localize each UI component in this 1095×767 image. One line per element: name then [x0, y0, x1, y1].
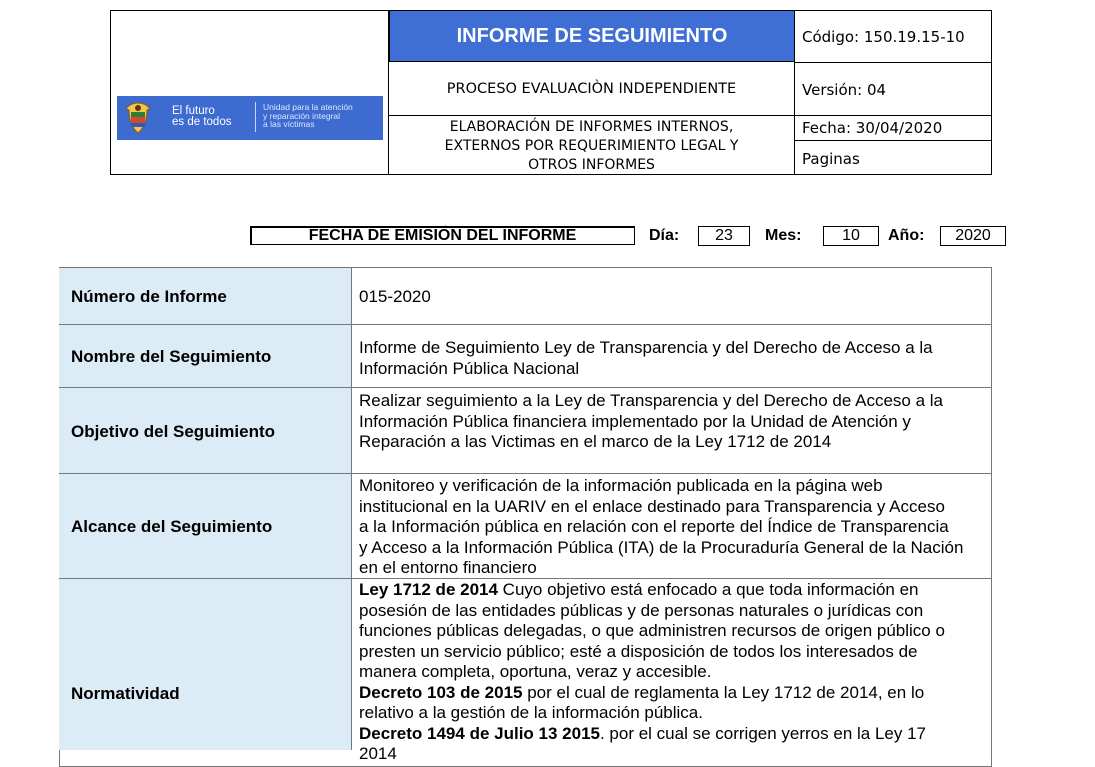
text-line: Monitoreo y verificación de la información publicada en la página web [359, 476, 883, 495]
logo-main-line1: El futuro [172, 105, 215, 117]
text-line: manera completa, oportuna, veraz y accesible. [359, 662, 712, 681]
text-line [359, 724, 986, 745]
elaboration-line3: OTROS INFORMES [528, 157, 655, 173]
document-title: INFORME DE SEGUIMIENTO [389, 10, 795, 62]
document-code: Código: 150.19.15-10 [802, 28, 965, 46]
logo-sub-line1: Unidad para la atención [263, 102, 353, 112]
logo-main-line2: es de todos [172, 116, 232, 128]
elaboration-text [389, 116, 795, 175]
decree-title: Decreto 1494 de Julio 13 2015 [359, 723, 600, 743]
text-line [359, 683, 986, 704]
process-name: PROCESO EVALUACIÒN INDEPENDIENTE [389, 62, 795, 116]
year-value: 2020 [940, 226, 1006, 246]
row-divider [59, 324, 992, 325]
text-line: en el entorno financiero [359, 558, 537, 577]
coat-of-arms-icon [120, 100, 156, 136]
logo-sub-line3: a las víctimas [263, 119, 315, 129]
text-line: Información Pública financiera implementado por la Unidad de Atención y [359, 411, 911, 431]
document-date: Fecha: 30/04/2020 [802, 119, 943, 137]
tracking-name-value [359, 338, 986, 379]
month-value: 10 [823, 226, 879, 246]
logo-cell [110, 10, 389, 175]
year-label: Año: [888, 227, 925, 244]
text-line: posesión de las entidades públicas y de personas naturales o jurídicas con [359, 600, 924, 620]
report-number-label: Número de Informe [71, 287, 227, 306]
report-number-value: 015-2020 [359, 287, 431, 306]
objective-label: Objetivo del Seguimiento [71, 422, 276, 441]
text-line: institucional en la UARIV en el enlace destinado para Transparencia y Acceso [359, 496, 945, 516]
text-line: a la Información pública en relación con el reporte del Índice de Transparencia [359, 517, 949, 536]
text-line: Realizar seguimiento a la Ley de Transparencia y del Derecho de Acceso a la [359, 391, 944, 410]
regulations-label: Normatividad [71, 684, 180, 703]
meta-divider-2 [795, 140, 992, 141]
text-line: Informe de Seguimiento Ley de Transparencia y del Derecho de Acceso a la [359, 338, 933, 357]
row-divider [59, 473, 992, 474]
regulations-value [359, 580, 986, 765]
law-title: Ley 1712 de 2014 [359, 580, 498, 599]
label-column [59, 268, 352, 750]
text-line: Reparación a las Victimas en el marco de la Ley 1712 de 2014 [359, 432, 832, 451]
law-text: Cuyo objetivo está enfocado a que toda información en [497, 580, 919, 599]
decree-title: Decreto 103 de 2015 [359, 682, 523, 702]
emission-label: FECHA DE EMISIÓN DEL INFORME [308, 226, 577, 244]
text-line: Información Pública Nacional [359, 358, 580, 378]
month-label: Mes: [765, 227, 802, 244]
decree-text: . por el cual se corrigen yerros en la Ley 17 [599, 723, 926, 743]
logo-sub-line2: y reparación integral [263, 110, 341, 121]
elaboration-line2: EXTERNOS POR REQUERIMIENTO LEGAL Y [444, 138, 739, 154]
meta-divider-1 [795, 62, 992, 63]
objective-value [359, 391, 986, 453]
text-line [359, 580, 986, 601]
document-version: Versión: 04 [802, 81, 887, 99]
text-line: funciones públicas delegadas, o que administren recursos de origen público o [359, 621, 945, 640]
text-line: presten un servicio público; esté a disposición de todos los interesados de [359, 641, 918, 661]
tracking-name-label: Nombre del Seguimiento [71, 347, 272, 366]
logo-divider [255, 102, 256, 132]
decree-text: por el cual de reglamenta la Ley 1712 de 2014, en lo [522, 682, 925, 702]
elaboration-line1: ELABORACIÓN DE INFORMES INTERNOS, [449, 119, 734, 135]
text-line: relativo a la gestión de la información pública. [359, 703, 703, 722]
document-pages: Paginas [802, 150, 860, 168]
logo-text [172, 106, 231, 128]
scope-label: Alcance del Seguimiento [71, 517, 273, 536]
logo-subtext [263, 103, 353, 129]
row-divider [59, 387, 992, 388]
day-value: 23 [698, 226, 750, 246]
text-line: 2014 [359, 744, 397, 763]
day-label: Día: [649, 227, 680, 244]
text-line: y Acceso a la Información Pública (ITA) de la Procuraduría General de la Nación [359, 537, 964, 557]
scope-value [359, 476, 986, 579]
